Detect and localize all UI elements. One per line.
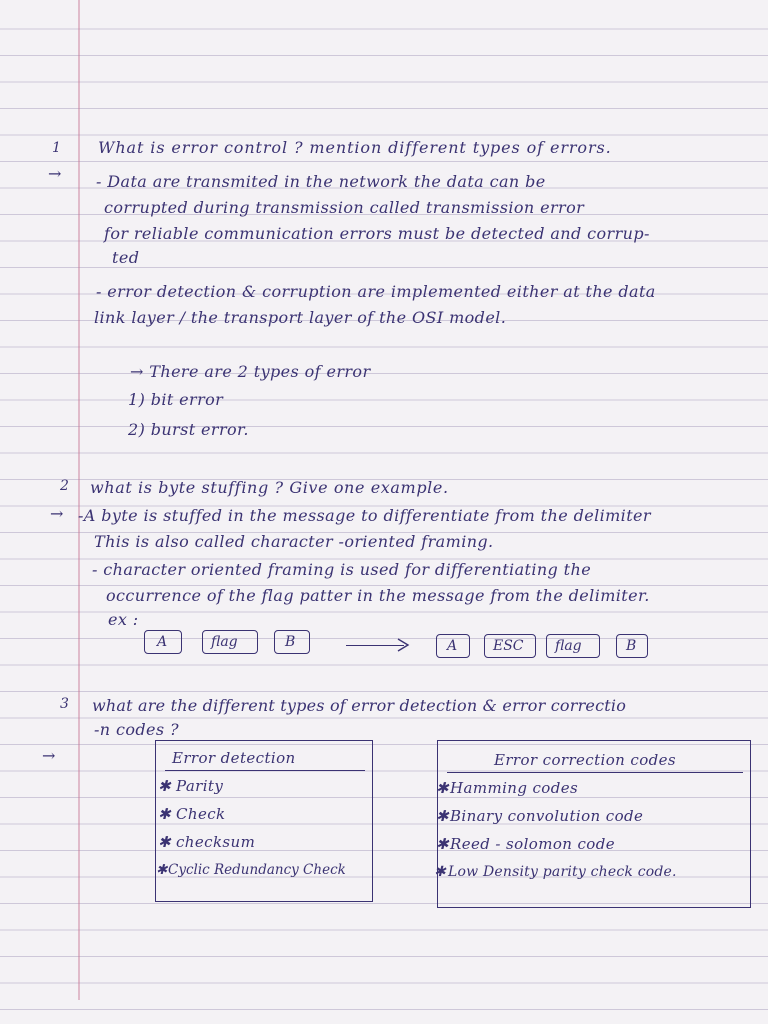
q1-number: 1 (52, 140, 62, 156)
q2-line-4: occurrence of the flag patter in the message from the delimiter. (106, 586, 650, 605)
detection-star-3: ✱ (158, 833, 171, 851)
detection-title: Error detection (172, 749, 296, 767)
q1-line-1: - Data are transmited in the network the data can be (96, 172, 546, 191)
q1-types-intro: → There are 2 types of error (130, 362, 371, 381)
correction-title-underline (447, 772, 743, 773)
correction-item-2: Binary convolution code (450, 807, 644, 825)
frame-after-a (436, 634, 470, 658)
q2-line-2: This is also called character -oriented framing. (94, 532, 494, 551)
detection-item-1: Parity (176, 777, 224, 795)
correction-title: Error correction codes (494, 751, 677, 769)
frame-before-flag (202, 630, 258, 654)
frame-after-b-label: B (626, 638, 637, 654)
detection-item-2: Check (176, 805, 226, 823)
frame-after-esc (484, 634, 536, 658)
q2-line-1: -A byte is stuffed in the message to differentiate from the delimiter (78, 506, 651, 525)
q3-answer-marker: → (42, 746, 56, 765)
q2-example-label: ex : (108, 610, 139, 629)
correction-star-1: ✱ (436, 779, 449, 797)
q1-line-2: corrupted during transmission called transmission error (104, 198, 585, 217)
q1-line-5: - error detection & corruption are implemented either at the data (96, 282, 656, 301)
frame-after-esc-label: ESC (493, 638, 524, 654)
correction-item-3: Reed - solomon code (450, 835, 616, 853)
q1-question: What is error control ? mention different types of errors. (98, 138, 612, 157)
arrow-head-icon (396, 638, 410, 652)
q3-number: 3 (60, 696, 70, 712)
frame-before-a-label: A (157, 634, 168, 650)
detection-star-1: ✱ (158, 777, 171, 795)
q3-question-cont: -n codes ? (94, 720, 179, 739)
detection-item-3: checksum (176, 833, 256, 851)
q1-type-1: 1) bit error (128, 390, 224, 409)
detection-star-4: ✱ (156, 862, 168, 878)
frame-after-flag-label: flag (555, 638, 582, 654)
detection-item-4: Cyclic Redundancy Check (168, 862, 346, 878)
detection-title-underline (165, 770, 365, 771)
q3-question: what are the different types of error detection & error correctio (92, 696, 627, 715)
q1-line-4: ted (112, 248, 140, 267)
frame-after-b (616, 634, 648, 658)
frame-before-flag-label: flag (211, 634, 238, 650)
frame-before-b-label: B (285, 634, 296, 650)
q1-line-3: for reliable communication errors must be detected and corrup- (104, 224, 650, 243)
correction-star-4: ✱ (434, 864, 446, 880)
q2-number: 2 (60, 478, 70, 494)
frame-before-b (274, 630, 310, 654)
frame-after-a-label: A (447, 638, 458, 654)
correction-item-1: Hamming codes (450, 779, 579, 797)
frame-before-a (144, 630, 182, 654)
q2-question: what is byte stuffing ? Give one example. (90, 478, 449, 497)
q1-line-6: link layer / the transport layer of the OSI model. (94, 308, 507, 327)
q1-answer-marker: → (48, 164, 62, 183)
detection-star-2: ✱ (158, 805, 171, 823)
q1-type-2: 2) burst error. (128, 420, 249, 439)
correction-item-4: Low Density parity check code. (448, 864, 677, 880)
margin-line (78, 0, 80, 1000)
q2-line-3: - character oriented framing is used for differentiating the (92, 560, 592, 579)
correction-star-2: ✱ (436, 807, 449, 825)
q2-answer-marker: → (50, 504, 64, 523)
frame-after-flag (546, 634, 600, 658)
correction-star-3: ✱ (436, 835, 449, 853)
